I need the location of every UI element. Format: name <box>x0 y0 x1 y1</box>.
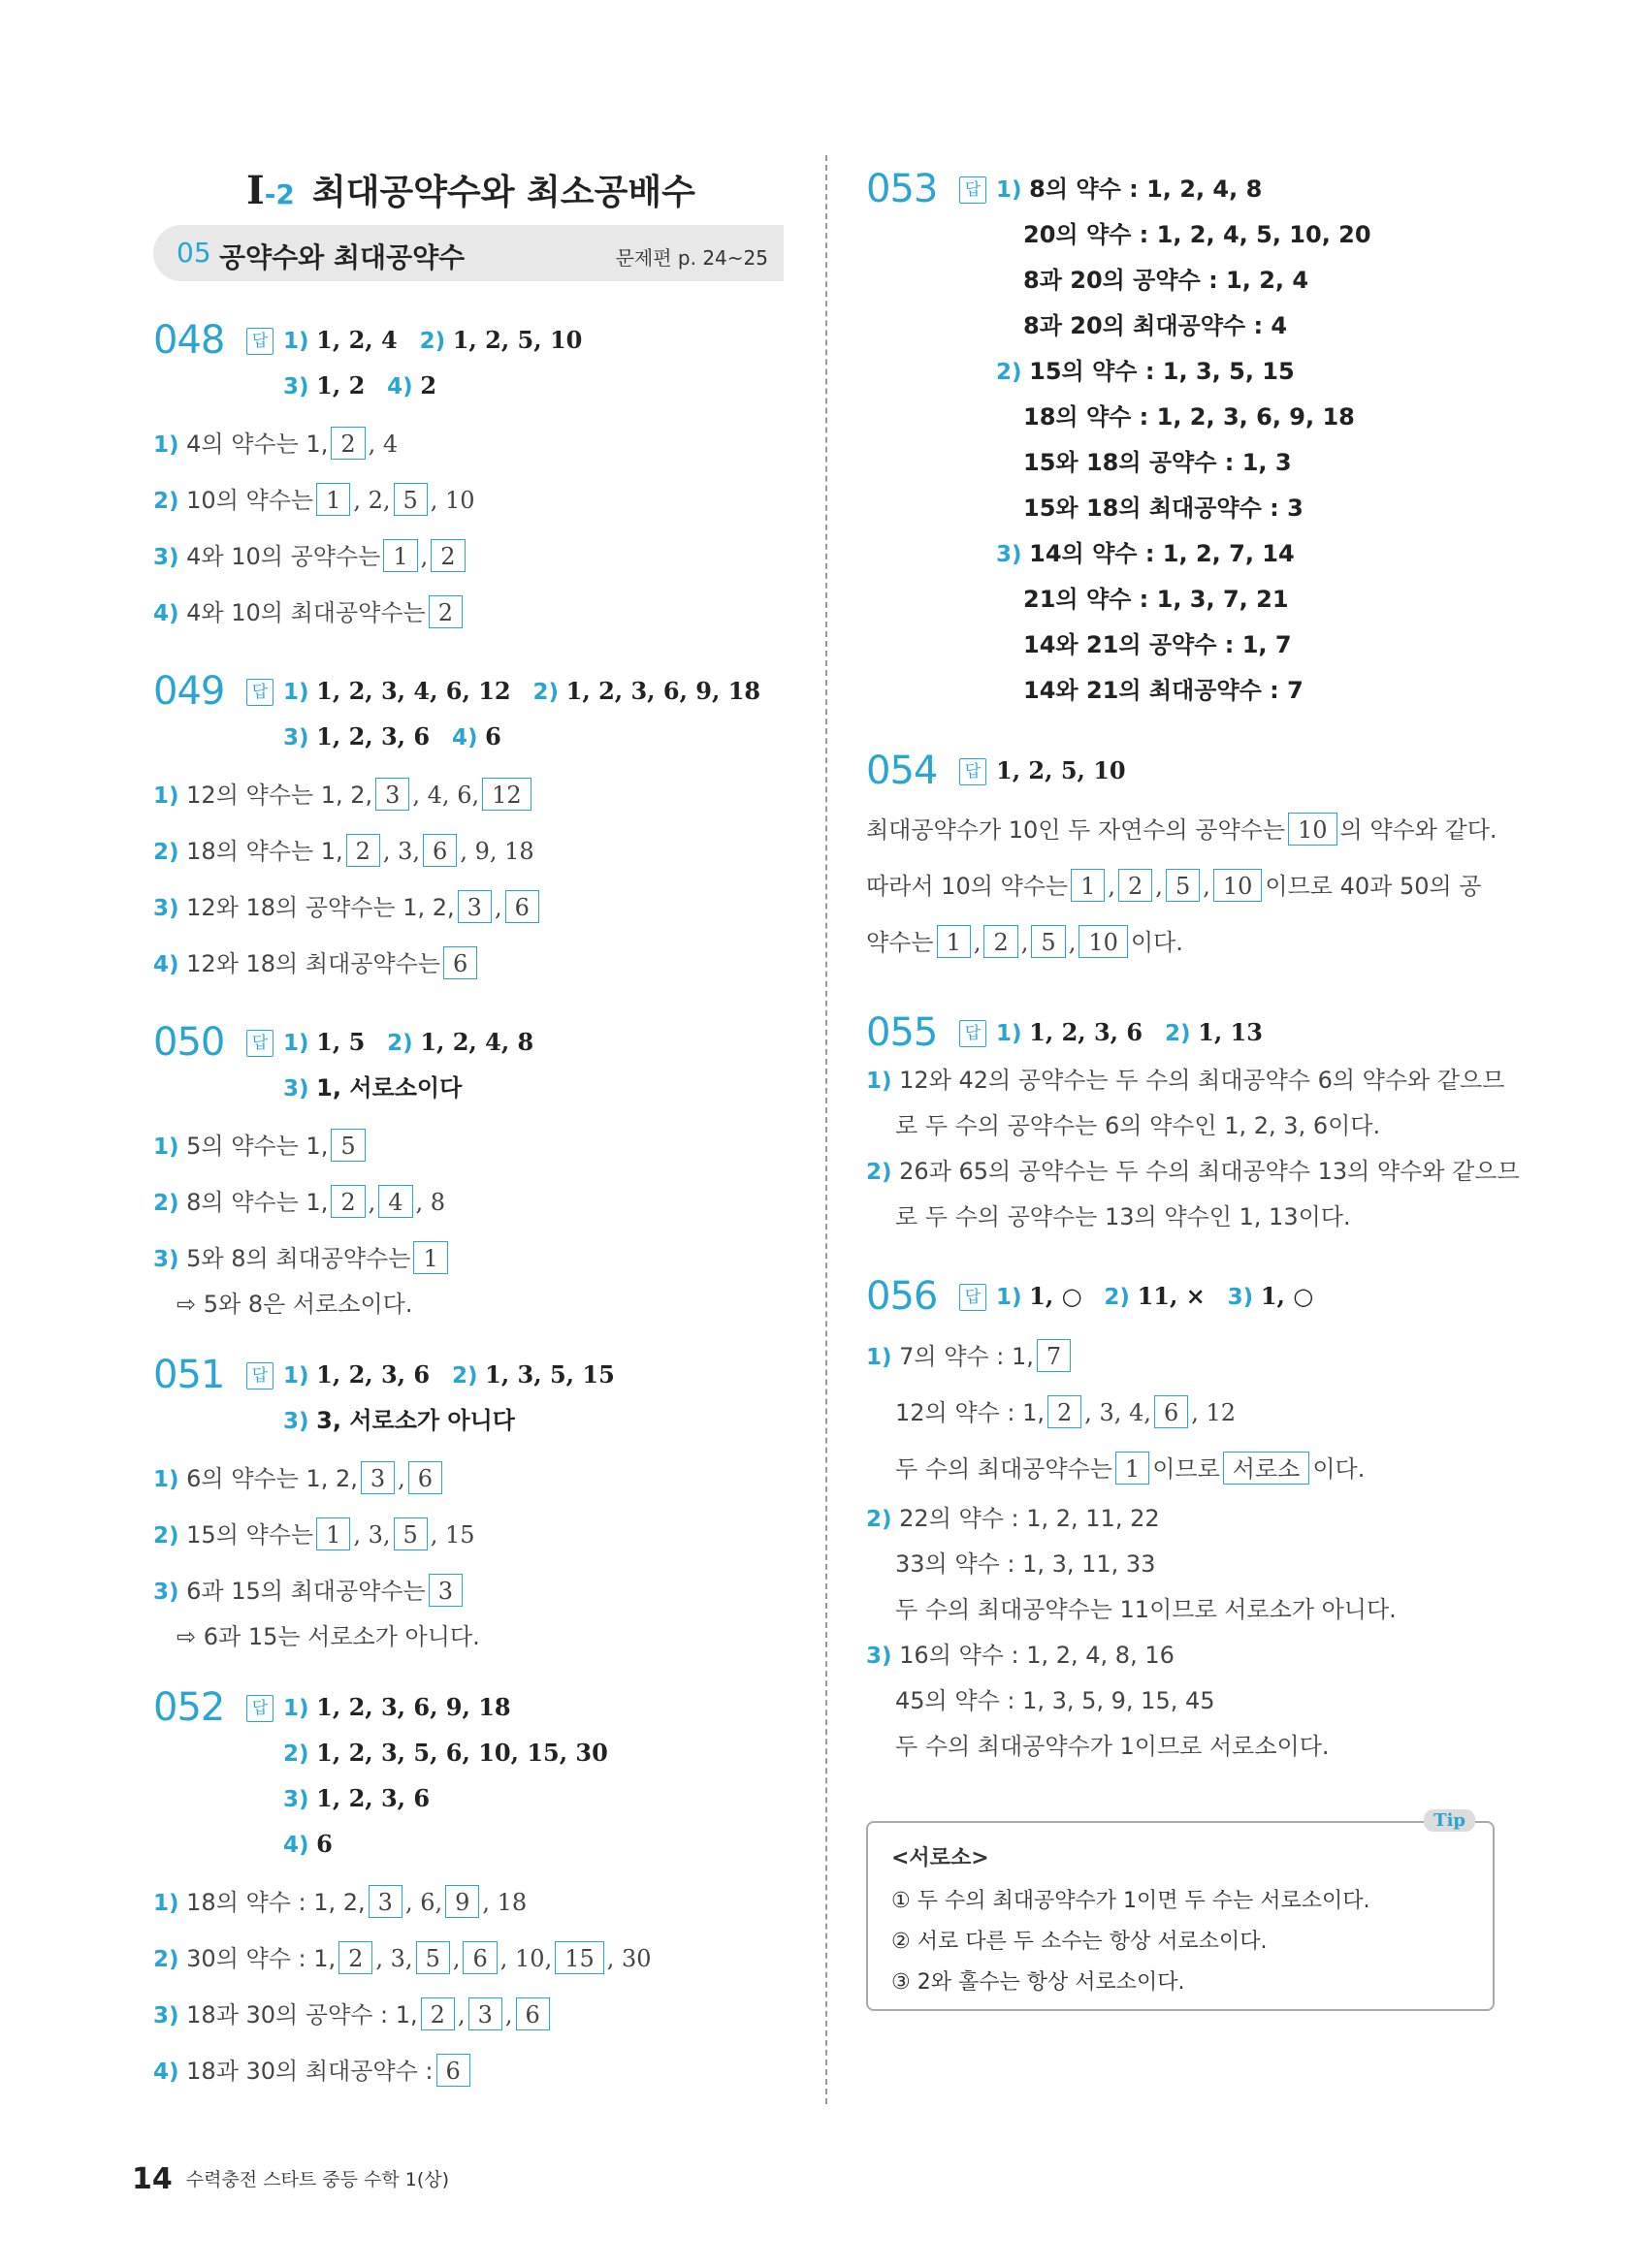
solution-text: 이므로 <box>1152 1455 1220 1483</box>
solution-050-conclusion: ⇨ 5와 8은 서로소이다. <box>177 1291 413 1318</box>
answer-value: 1, 3, 5, 15 <box>485 1360 615 1389</box>
answer-053-2 <box>996 355 1295 389</box>
answer-box: 6 <box>463 1941 497 1974</box>
item-num: 1) <box>153 1134 179 1160</box>
solution-051-conclusion: ⇨ 6과 15는 서로소가 아니다. <box>177 1623 480 1650</box>
tip-item: ③ 2와 홀수는 항상 서로소이다. <box>891 1970 1185 1995</box>
chapter-sub: -2 <box>264 178 295 210</box>
chapter-title-text: 최대공약수와 최소공배수 <box>311 173 695 212</box>
section-number: 05 <box>177 237 211 269</box>
answer-053-3 <box>996 537 1295 571</box>
answer-value: 11, × <box>1137 1282 1206 1310</box>
answer-054 <box>959 754 1126 787</box>
problem-number-054: 054 <box>866 749 938 793</box>
item-num: 2) <box>283 1741 309 1767</box>
solution-text: 4와 10의 공약수는 <box>186 543 381 570</box>
solution-text: , 15 <box>430 1521 475 1549</box>
item-num: 2) <box>1164 1021 1191 1046</box>
solution-text: 12와 18의 최대공약수는 <box>186 950 440 977</box>
answer-box: 1 <box>1115 1452 1149 1485</box>
item-num: 4) <box>153 2060 179 2085</box>
item-num: 4) <box>153 601 179 626</box>
tip-badge: Tip <box>1424 1809 1475 1832</box>
answer-051-cont <box>283 1404 515 1438</box>
solution-052-3 <box>153 1997 553 2032</box>
solution-text: 8의 약수는 1, <box>186 1189 329 1216</box>
answer-050 <box>246 1026 533 1060</box>
answer-box: 6 <box>443 946 477 979</box>
item-num: 1) <box>153 783 179 809</box>
answer-box: 9 <box>445 1885 479 1918</box>
solution-text: 26과 65의 공약수는 두 수의 최대공약수 13의 약수와 같으므 <box>899 1158 1520 1185</box>
item-num: 2) <box>153 489 179 514</box>
answer-box: 3 <box>468 1997 502 2030</box>
solution-text: , 4, 6, <box>412 782 480 809</box>
solution-050-3 <box>153 1241 451 1276</box>
solution-055-2-cont: 로 두 수의 공약수는 13의 약수인 1, 13이다. <box>895 1203 1351 1230</box>
solution-text: 7의 약수 : 1, <box>899 1343 1034 1370</box>
solution-text: 15의 약수는 <box>186 1521 314 1549</box>
answer-055 <box>959 1016 1263 1050</box>
solution-text: , 4 <box>368 431 399 458</box>
item-num: 4) <box>153 952 179 977</box>
item-num: 3) <box>153 1580 179 1605</box>
answer-value: 6 <box>485 722 501 751</box>
answer-049-cont <box>283 720 501 754</box>
solution-text: 18의 약수는 1, <box>186 838 343 865</box>
answer-box: 2 <box>346 834 380 867</box>
answer-value: 1, 2, 3, 5, 6, 10, 15, 30 <box>316 1739 608 1767</box>
solution-051-2 <box>153 1517 475 1552</box>
solution-052-4 <box>153 2054 473 2089</box>
solution-text: 30의 약수 : 1, <box>186 1945 337 1972</box>
solution-text: 16의 약수 : 1, 2, 4, 8, 16 <box>899 1642 1175 1669</box>
solution-055-1 <box>866 1064 1504 1098</box>
section-title: 공약수와 최대공약수 <box>219 241 466 273</box>
solution-049-1 <box>153 778 534 813</box>
answer-box: 서로소 <box>1223 1452 1310 1485</box>
solution-text: , 3, <box>353 1521 391 1549</box>
answer-box: 2 <box>421 1997 455 2030</box>
answer-value: 1, 2, 4 <box>316 326 398 354</box>
solution-056-2b: 33의 약수 : 1, 3, 11, 33 <box>895 1550 1156 1578</box>
solution-054-3 <box>866 925 1183 959</box>
solution-text: 이다. <box>1130 929 1183 956</box>
answer-value: 1, 2, 3, 6 <box>316 722 431 751</box>
solution-text: 12와 18의 공약수는 1, 2, <box>186 894 455 921</box>
solution-text: , <box>398 1465 405 1492</box>
solution-text: , 18 <box>482 1889 528 1916</box>
answer-box: 5 <box>394 1517 428 1550</box>
item-num: 3) <box>283 374 309 399</box>
answer-053-line: 20의 약수 : 1, 2, 4, 5, 10, 20 <box>1023 221 1371 248</box>
answer-label: 답 <box>246 1030 274 1057</box>
item-num: 3) <box>866 1644 892 1669</box>
solution-text: , 3, <box>382 838 421 865</box>
answer-box: 2 <box>431 539 465 572</box>
page-footer <box>132 2162 449 2196</box>
answer-box: 5 <box>1031 925 1065 958</box>
answer-value: 1, 2, 3, 6 <box>316 1784 431 1812</box>
answer-048 <box>246 324 582 358</box>
solution-text: 12의 약수 : 1, <box>895 1399 1045 1426</box>
solution-text: 6의 약수는 1, 2, <box>186 1465 358 1492</box>
item-num: 2) <box>1104 1285 1130 1310</box>
solution-049-4 <box>153 946 480 981</box>
item-num: 3) <box>283 1076 309 1102</box>
solution-text: , 3, 4, <box>1084 1399 1151 1426</box>
answer-box: 5 <box>1166 869 1200 902</box>
tip-item: ① 두 수의 최대공약수가 1이면 두 수는 서로소이다. <box>891 1889 1370 1913</box>
answer-box: 1 <box>413 1241 447 1274</box>
answer-box: 15 <box>555 1941 604 1974</box>
solution-048-4 <box>153 595 466 630</box>
item-num: 1) <box>283 680 309 705</box>
solution-048-1 <box>153 427 398 462</box>
solution-text: 이므로 40과 50의 공 <box>1265 873 1482 900</box>
answer-box: 7 <box>1037 1339 1071 1372</box>
answer-box: 6 <box>516 1997 550 2030</box>
solution-text: 5의 약수는 1, <box>186 1133 329 1160</box>
answer-value: 6 <box>316 1830 333 1858</box>
answer-value: 3, 서로소가 아니다 <box>316 1407 515 1434</box>
item-num: 2) <box>153 840 179 865</box>
answer-label: 답 <box>959 758 986 785</box>
answer-053-line: 18의 약수 : 1, 2, 3, 6, 9, 18 <box>1023 403 1355 431</box>
answer-value: 14의 약수 : 1, 2, 7, 14 <box>1029 540 1295 567</box>
item-num: 1) <box>996 1021 1022 1046</box>
answer-box: 2 <box>1118 869 1152 902</box>
item-num: 2) <box>866 1160 892 1185</box>
section-header <box>153 225 784 281</box>
solution-text: 따라서 10의 약수는 <box>866 873 1069 900</box>
solution-text: , 9, 18 <box>460 838 534 865</box>
problem-number-055: 055 <box>866 1010 938 1055</box>
solution-text: , <box>452 1945 461 1972</box>
answer-box: 2 <box>338 1941 372 1974</box>
item-num: 3) <box>153 2003 179 2028</box>
answer-049 <box>246 675 760 709</box>
answer-value: 1, 13 <box>1198 1018 1263 1046</box>
answer-label: 답 <box>959 1284 986 1311</box>
solution-055-1-cont: 로 두 수의 공약수는 6의 약수인 1, 2, 3, 6이다. <box>895 1112 1381 1139</box>
answer-050-cont <box>283 1071 462 1105</box>
solution-056-1b <box>895 1395 1236 1429</box>
item-num: 1) <box>866 1345 892 1370</box>
answer-value: 1, 2, 3, 6 <box>1029 1018 1143 1046</box>
problem-number-053: 053 <box>866 167 938 211</box>
answer-box: 1 <box>1071 869 1105 902</box>
item-num: 1) <box>283 1696 309 1721</box>
answer-box: 3 <box>361 1461 395 1494</box>
answer-053-line: 8과 20의 공약수 : 1, 2, 4 <box>1023 267 1309 294</box>
answer-052-2 <box>283 1737 608 1771</box>
section-page-ref: 문제편 p. 24~25 <box>615 246 768 270</box>
item-num: 1) <box>283 1031 309 1056</box>
solution-text: , <box>973 929 982 956</box>
answer-value: 8의 약수 : 1, 2, 4, 8 <box>1029 176 1263 203</box>
answer-048-cont <box>283 369 436 403</box>
solution-056-2c: 두 수의 최대공약수는 11이므로 서로소가 아니다. <box>895 1596 1397 1623</box>
answer-label: 답 <box>246 679 274 706</box>
solution-050-2 <box>153 1185 445 1220</box>
solution-049-3 <box>153 890 542 925</box>
solution-text: , 2, <box>353 487 391 514</box>
solution-text: , 8 <box>415 1189 446 1216</box>
answer-box: 3 <box>429 1574 463 1607</box>
item-num: 4) <box>387 374 413 399</box>
answer-box: 1 <box>383 539 417 572</box>
answer-value: 1, 2, 5, 10 <box>452 326 583 354</box>
item-num: 4) <box>283 1833 309 1858</box>
solution-056-3 <box>866 1639 1175 1673</box>
solution-text: 이다. <box>1312 1455 1366 1483</box>
item-num: 1) <box>996 177 1022 203</box>
answer-box: 2 <box>331 1185 365 1218</box>
item-num: 3) <box>1227 1285 1254 1310</box>
tip-title: <서로소> <box>891 1846 989 1870</box>
solution-text: , 30 <box>606 1945 652 1972</box>
answer-box: 4 <box>378 1185 412 1218</box>
item-num: 3) <box>283 1787 309 1812</box>
solution-text: , <box>494 894 502 921</box>
solution-text: , <box>1203 873 1210 900</box>
item-num: 2) <box>419 329 446 354</box>
solution-054-2 <box>866 869 1481 903</box>
answer-053-line: 14와 21의 공약수 : 1, 7 <box>1023 631 1292 658</box>
answer-box: 2 <box>429 595 463 628</box>
solution-055-2 <box>866 1155 1520 1189</box>
answer-value: 1, 2, 3, 6, 9, 18 <box>565 677 761 705</box>
item-num: 1) <box>283 329 309 354</box>
answer-box: 6 <box>436 2054 470 2087</box>
item-num: 1) <box>283 1363 309 1389</box>
answer-052-3 <box>283 1782 430 1816</box>
item-num: 4) <box>451 725 478 751</box>
answer-box: 10 <box>1079 925 1128 958</box>
item-num: 2) <box>153 1523 179 1549</box>
answer-box: 2 <box>983 925 1017 958</box>
answer-box: 2 <box>331 427 365 460</box>
answer-box: 3 <box>375 778 409 811</box>
answer-value: 15의 약수 : 1, 3, 5, 15 <box>1029 358 1295 385</box>
chapter-roman: I <box>246 168 265 213</box>
solution-056-3c: 두 수의 최대공약수가 1이므로 서로소이다. <box>895 1733 1330 1760</box>
solution-056-2 <box>866 1502 1160 1536</box>
item-num: 1) <box>866 1069 892 1094</box>
solution-049-2 <box>153 834 534 869</box>
item-num: 3) <box>153 1247 179 1272</box>
answer-value: 1, ○ <box>1029 1282 1082 1310</box>
solution-text: , 12 <box>1191 1399 1237 1426</box>
answer-box: 3 <box>369 1885 402 1918</box>
item-num: 2) <box>153 1947 179 1972</box>
problem-number-049: 049 <box>153 669 225 714</box>
answer-value: 1, 2, 5, 10 <box>996 756 1126 784</box>
solution-050-1 <box>153 1129 369 1164</box>
answer-053-line: 21의 약수 : 1, 3, 7, 21 <box>1023 586 1289 613</box>
solution-054-1 <box>866 813 1497 847</box>
item-num: 2) <box>996 360 1022 385</box>
item-num: 1) <box>153 1891 179 1916</box>
solution-051-1 <box>153 1461 445 1496</box>
answer-box: 1 <box>937 925 971 958</box>
answer-value: 1, 2 <box>316 371 366 399</box>
tip-box <box>866 1810 1495 2011</box>
answer-value: 1, 2, 3, 4, 6, 12 <box>316 677 511 705</box>
answer-label: 답 <box>246 328 274 355</box>
answer-box: 5 <box>416 1941 450 1974</box>
answer-box: 5 <box>394 483 428 516</box>
answer-box: 6 <box>423 834 457 867</box>
item-num: 3) <box>153 545 179 570</box>
solution-text: , <box>1155 873 1163 900</box>
answer-value: 1, 서로소이다 <box>316 1074 463 1102</box>
answer-052 <box>246 1691 511 1725</box>
solution-text: , <box>1108 873 1116 900</box>
answer-056 <box>959 1280 1313 1314</box>
solution-text: , 6, <box>404 1889 443 1916</box>
answer-box: 5 <box>331 1129 365 1162</box>
solution-051-3 <box>153 1574 466 1609</box>
answer-value: 1, 5 <box>316 1028 366 1056</box>
answer-box: 6 <box>408 1461 442 1494</box>
solution-text: 최대공약수가 10인 두 자연수의 공약수는 <box>866 816 1285 844</box>
solution-text: 4의 약수는 1, <box>186 431 329 458</box>
answer-value: 1, ○ <box>1260 1282 1314 1310</box>
solution-text: 의 약수와 같다. <box>1339 816 1497 844</box>
solution-text: , <box>420 543 429 570</box>
answer-box: 6 <box>1154 1395 1188 1428</box>
solution-048-2 <box>153 483 475 518</box>
solution-text: 18의 약수 : 1, 2, <box>186 1889 366 1916</box>
problem-number-050: 050 <box>153 1020 225 1065</box>
answer-value: 1, 2, 3, 6 <box>316 1360 431 1389</box>
solution-text: 18과 30의 최대공약수 : <box>186 2058 434 2085</box>
tip-item: ② 서로 다른 두 소수는 항상 서로소이다. <box>891 1930 1268 1954</box>
answer-053-line: 15와 18의 최대공약수 : 3 <box>1023 495 1304 522</box>
book-title: 수력충전 스타트 중등 수학 1(상) <box>185 2169 450 2190</box>
item-num: 1) <box>996 1285 1022 1310</box>
solution-text: , 3, <box>375 1945 413 1972</box>
answer-box: 3 <box>458 890 492 923</box>
chapter-title <box>246 165 695 214</box>
answer-box: 10 <box>1288 813 1337 846</box>
answer-label: 답 <box>959 176 986 204</box>
answer-value: 1, 2, 4, 8 <box>420 1028 534 1056</box>
answer-051 <box>246 1358 615 1392</box>
solution-056-3b: 45의 약수 : 1, 3, 5, 9, 15, 45 <box>895 1687 1215 1714</box>
problem-number-051: 051 <box>153 1353 225 1397</box>
answer-053-line: 14와 21의 최대공약수 : 7 <box>1023 677 1304 704</box>
answer-box: 1 <box>316 1517 350 1550</box>
solution-048-3 <box>153 539 468 574</box>
answer-box: 2 <box>1047 1395 1081 1428</box>
solution-text: 6과 15의 최대공약수는 <box>186 1578 426 1605</box>
item-num: 3) <box>283 1409 309 1434</box>
solution-056-1c <box>895 1452 1365 1485</box>
solution-text: 22의 약수 : 1, 2, 11, 22 <box>899 1505 1160 1532</box>
answer-label: 답 <box>959 1020 986 1047</box>
problem-number-052: 052 <box>153 1685 225 1730</box>
item-num: 2) <box>532 680 560 705</box>
page-number: 14 <box>132 2162 173 2196</box>
problem-number-048: 048 <box>153 318 225 363</box>
solution-text: 5와 8의 최대공약수는 <box>186 1245 411 1272</box>
solution-text: 12의 약수는 1, 2, <box>186 782 373 809</box>
answer-box: 1 <box>316 483 350 516</box>
solution-text: 두 수의 최대공약수는 <box>895 1455 1112 1483</box>
solution-text: , 10, <box>499 1945 553 1972</box>
solution-text: , 10 <box>430 487 475 514</box>
solution-text: 18과 30의 공약수 : 1, <box>186 2001 418 2028</box>
solution-052-2 <box>153 1941 652 1976</box>
solution-text: 10의 약수는 <box>186 487 314 514</box>
answer-052-4 <box>283 1828 333 1862</box>
answer-value: 1, 2, 3, 6, 9, 18 <box>316 1693 511 1721</box>
solution-text: 4와 10의 최대공약수는 <box>186 599 426 626</box>
solution-052-1 <box>153 1885 527 1920</box>
answer-label: 답 <box>246 1362 274 1390</box>
item-num: 1) <box>153 432 179 458</box>
item-num: 3) <box>283 725 309 751</box>
item-num: 2) <box>866 1507 892 1532</box>
solution-text: , <box>368 1189 376 1216</box>
item-num: 2) <box>451 1363 478 1389</box>
solution-text: , <box>504 2001 513 2028</box>
answer-label: 답 <box>246 1695 274 1722</box>
item-num: 1) <box>153 1467 179 1492</box>
solution-text: 약수는 <box>866 929 934 956</box>
answer-value: 2 <box>420 371 437 399</box>
answer-053-line: 8과 20의 최대공약수 : 4 <box>1023 312 1288 339</box>
answer-box: 12 <box>482 778 531 811</box>
answer-053-line: 15와 18의 공약수 : 1, 3 <box>1023 449 1292 476</box>
item-num: 2) <box>387 1031 413 1056</box>
solution-056-1 <box>866 1339 1074 1374</box>
item-num: 3) <box>153 896 179 921</box>
solution-text: 12와 42의 공약수는 두 수의 최대공약수 6의 약수와 같으므 <box>899 1067 1505 1094</box>
solution-text: , <box>1020 929 1029 956</box>
solution-text: , <box>1068 929 1077 956</box>
item-num: 2) <box>153 1191 179 1216</box>
solution-text: , <box>457 2001 466 2028</box>
answer-053-1 <box>959 173 1262 207</box>
answer-box: 6 <box>505 890 539 923</box>
answer-box: 10 <box>1213 869 1263 902</box>
column-divider <box>825 155 827 2104</box>
problem-number-056: 056 <box>866 1274 938 1319</box>
item-num: 3) <box>996 542 1022 567</box>
